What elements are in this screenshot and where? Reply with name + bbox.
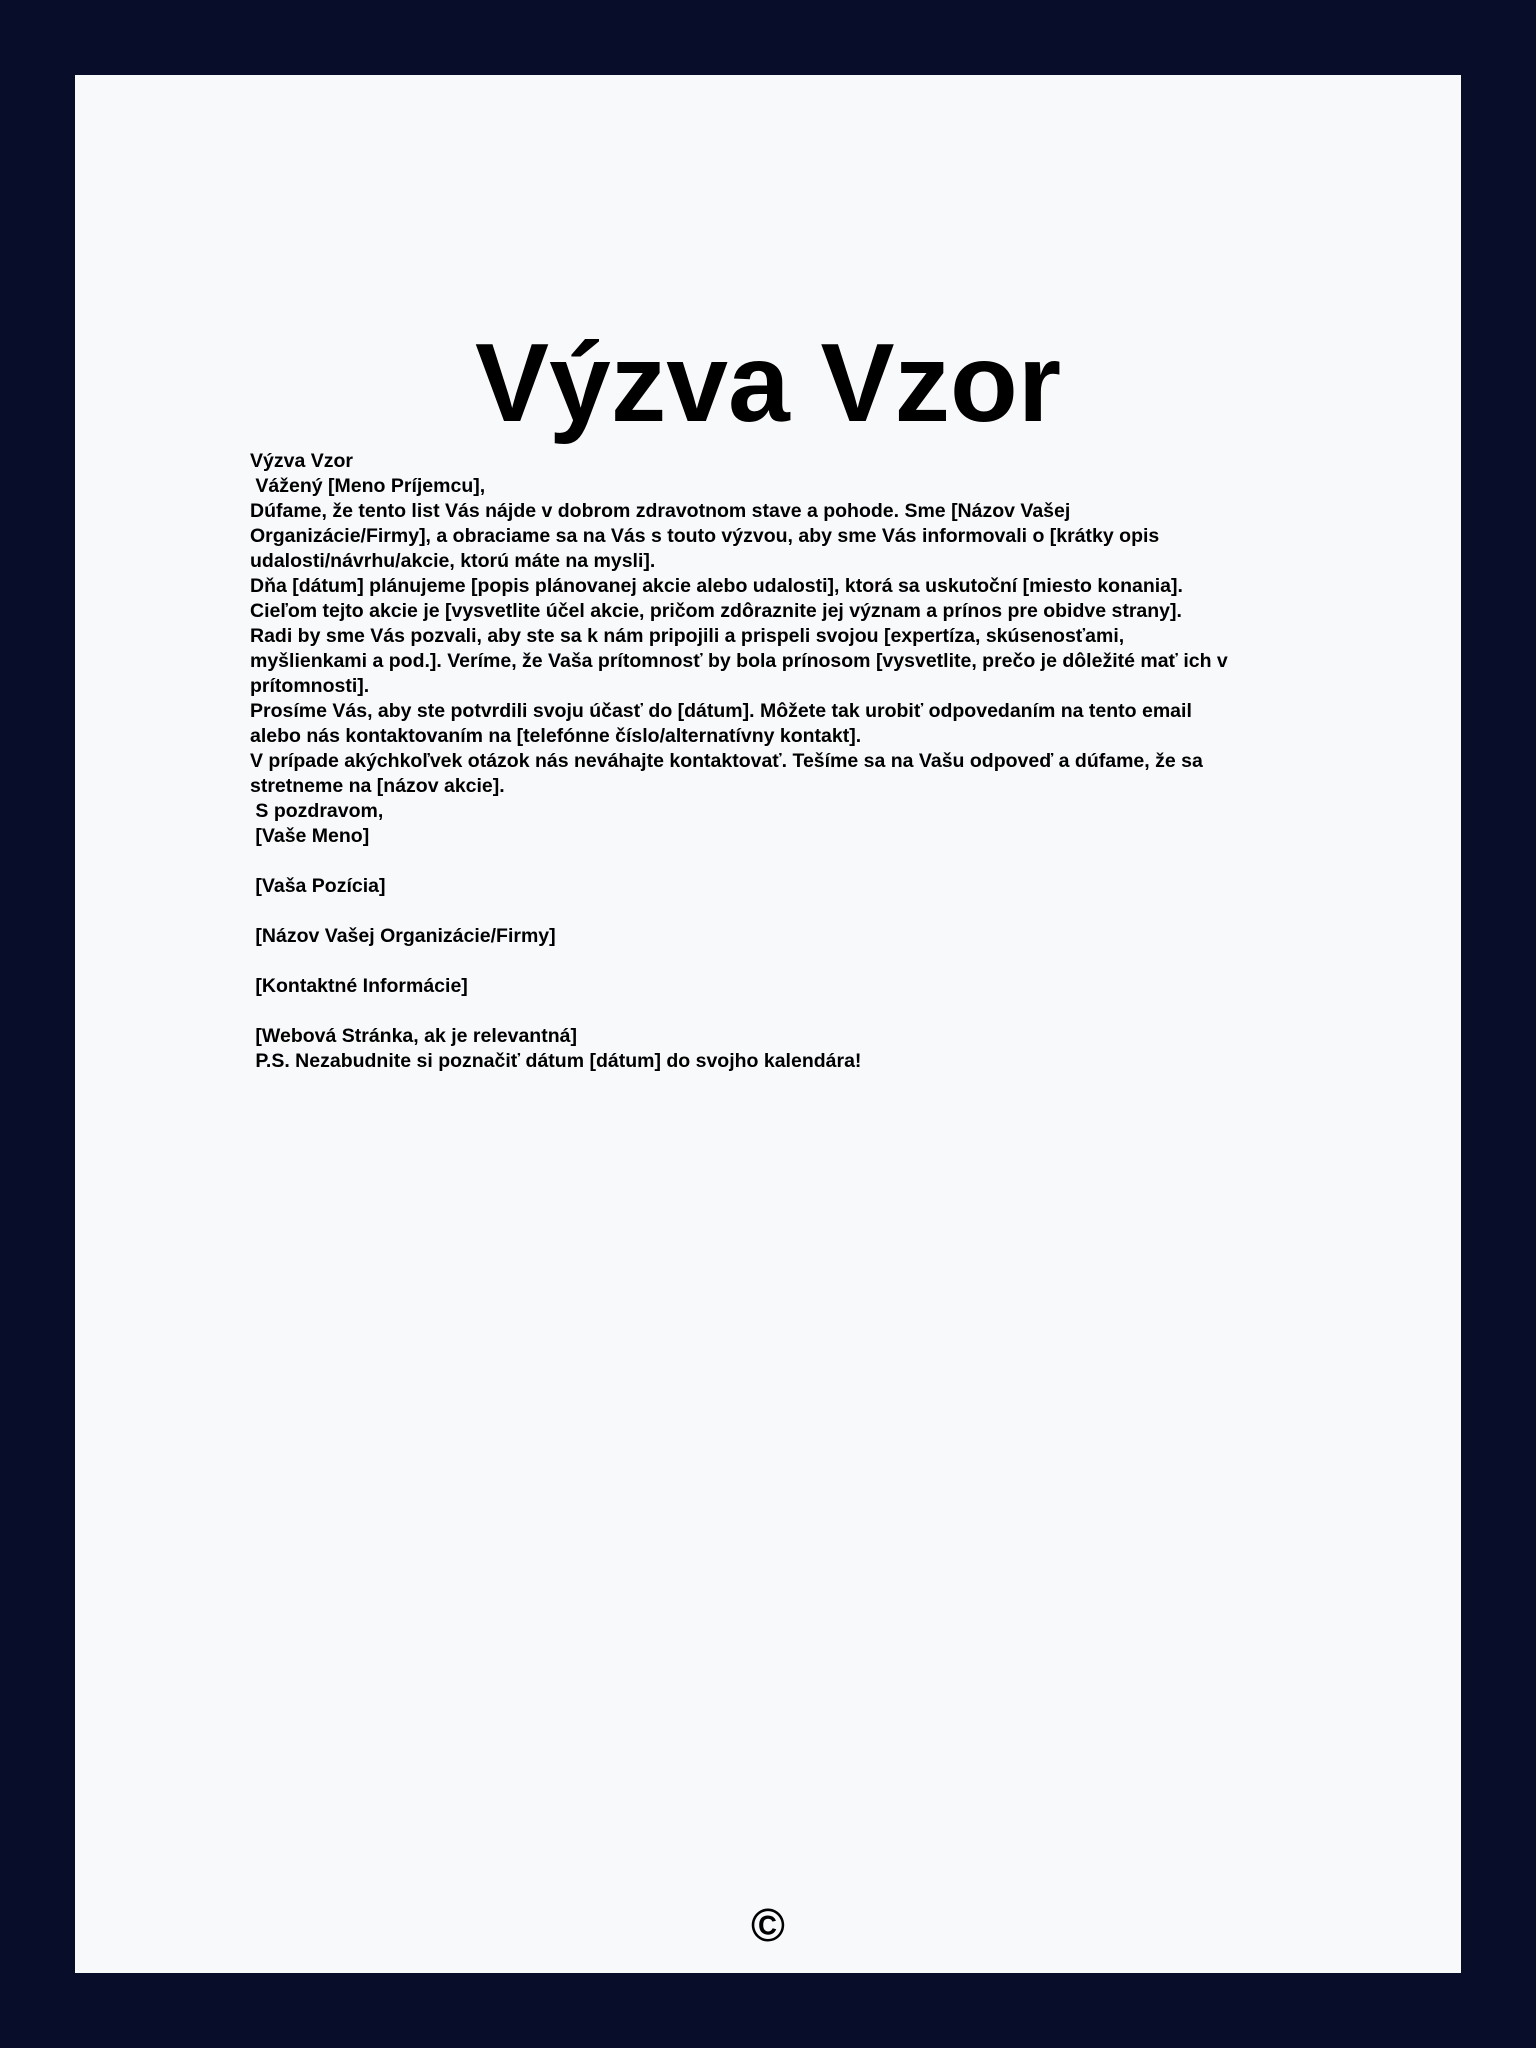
letter-line: prítomnosti]. xyxy=(250,675,370,697)
letter-line xyxy=(250,849,1350,874)
letter-line: V prípade akýchkoľvek otázok nás neváhajte kontaktovať. Tešíme sa na Vašu odpoveď a dúfame, že sa xyxy=(250,750,1203,772)
letter-line xyxy=(250,949,1350,974)
page-title: Výzva Vzor xyxy=(474,321,1062,445)
letter-line xyxy=(250,899,1350,924)
letter-line: Dúfame, že tento list Vás nájde v dobrom zdravotnom stave a pohode. Sme [Názov Vašej xyxy=(250,500,1071,522)
copyright-icon: © xyxy=(751,1899,785,1951)
letter-line: [Vaša Pozícia] xyxy=(250,875,386,897)
letter-line: Organizácie/Firmy], a obraciame sa na Vás s touto výzvou, aby sme Vás informovali o [krátky opis xyxy=(250,525,1160,547)
letter-line: myšlienkami a pod.]. Veríme, že Vaša prítomnosť by bola prínosom [vysvetlite, prečo je dôležité mať ich v xyxy=(250,650,1228,672)
letter-body xyxy=(250,449,1350,1074)
letter-line: Vážený [Meno Príjemcu], xyxy=(250,475,486,497)
letter-line: [Webová Stránka, ak je relevantná] xyxy=(250,1025,577,1047)
letter-line: S pozdravom, xyxy=(250,800,384,822)
letter-line: stretneme na [názov akcie]. xyxy=(250,775,505,797)
document-page xyxy=(75,75,1461,1973)
letter-line: alebo nás kontaktovaním na [telefónne číslo/alternatívny kontakt]. xyxy=(250,725,862,747)
letter-line: Radi by sme Vás pozvali, aby ste sa k nám pripojili a prispeli svojou [expertíza, skúsenosťami, xyxy=(250,625,1125,647)
letter-line: udalosti/návrhu/akcie, ktorú máte na mysli]. xyxy=(250,550,656,572)
letter-line: Výzva Vzor xyxy=(250,450,353,472)
letter-line xyxy=(250,999,1350,1024)
letter-line: P.S. Nezabudnite si poznačiť dátum [dátum] do svojho kalendára! xyxy=(250,1050,862,1072)
letter-line: [Kontaktné Informácie] xyxy=(250,975,468,997)
letter-line: [Názov Vašej Organizácie/Firmy] xyxy=(250,925,556,947)
letter-line: [Vaše Meno] xyxy=(250,825,370,847)
letter-line: Prosíme Vás, aby ste potvrdili svoju účasť do [dátum]. Môžete tak urobiť odpovedaním na tento email xyxy=(250,700,1192,722)
letter-line: Cieľom tejto akcie je [vysvetlite účel akcie, pričom zdôraznite jej význam a prínos pre obidve strany]. xyxy=(250,600,1182,622)
letter-line: Dňa [dátum] plánujeme [popis plánovanej akcie alebo udalosti], ktorá sa uskutoční [miesto konania]. xyxy=(250,575,1183,597)
